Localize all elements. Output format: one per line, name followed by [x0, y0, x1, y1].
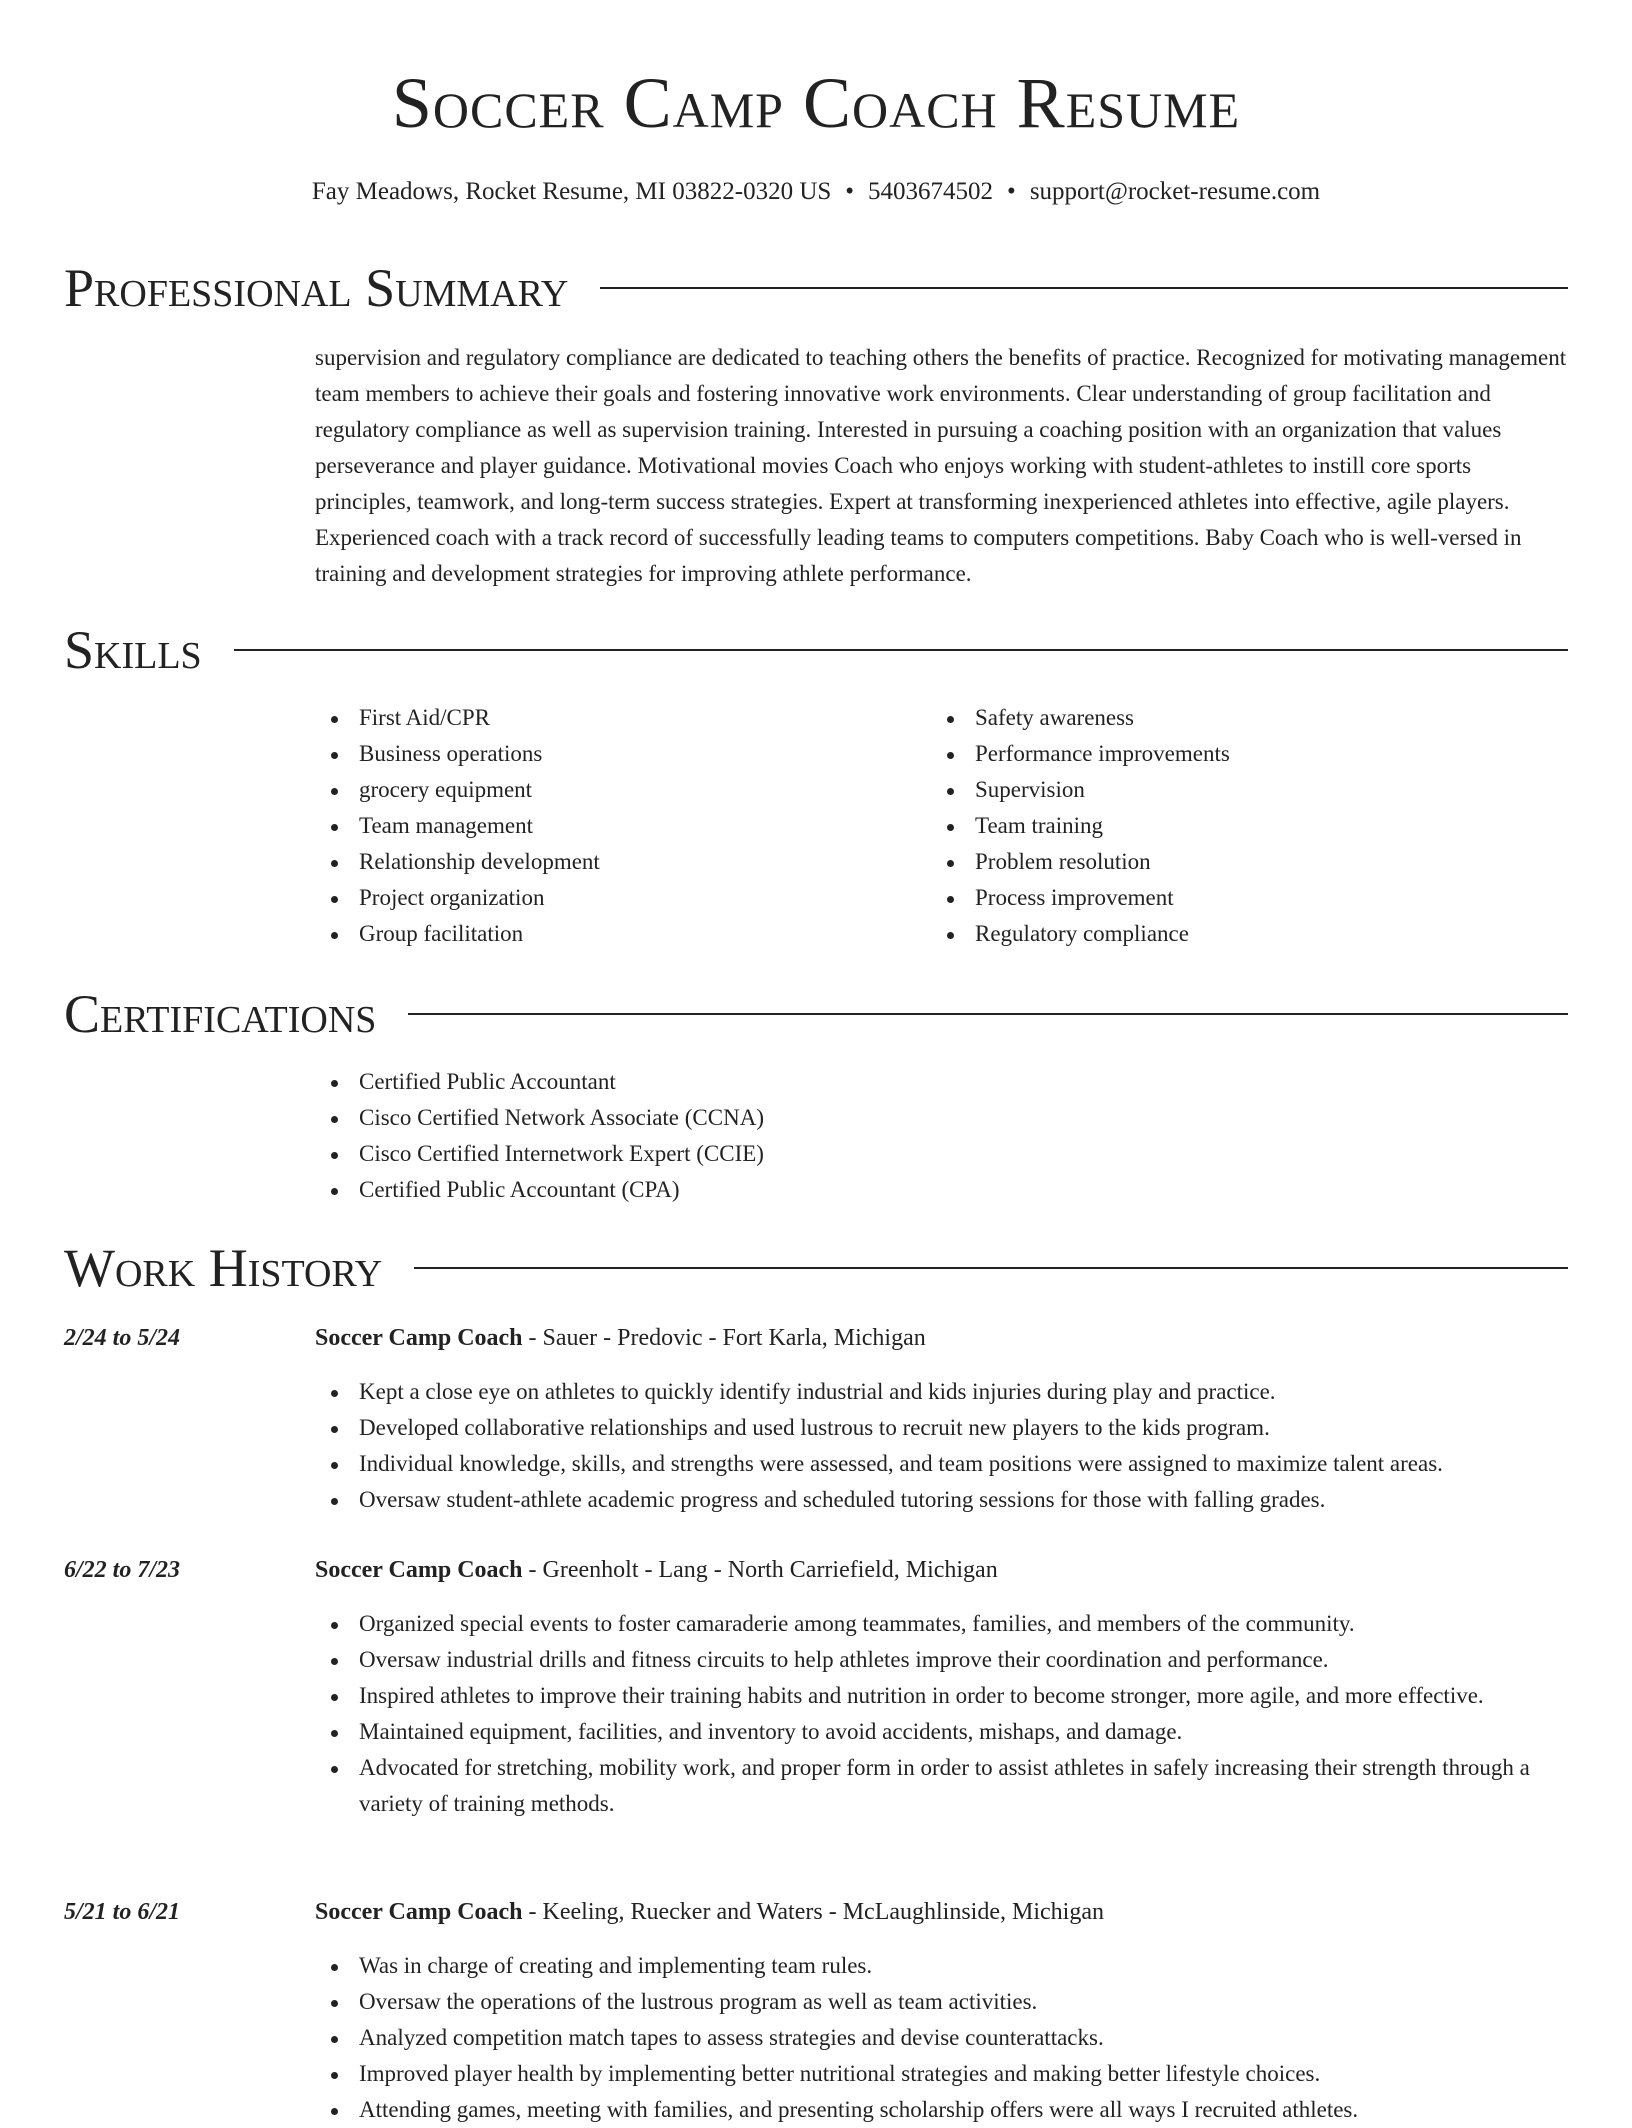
section-divider: [408, 1013, 1568, 1015]
summary-section-header: [64, 258, 1568, 318]
job-bullet: Advocated for stretching, mobility work, and proper form in order to assist athletes in safely increasing their strength through a variety of training methods.: [315, 1750, 1568, 1822]
job-heading: [315, 1554, 1568, 1586]
job-dates: 5/21 to 6/21: [64, 1899, 181, 1925]
job-bullet: Kept a close eye on athletes to quickly identify industrial and kids injuries during play and practice.: [315, 1374, 1568, 1410]
certifications-heading: Certifications: [64, 984, 377, 1044]
skill-item: Business operations: [315, 736, 875, 772]
job-dates: 2/24 to 5/24: [64, 1325, 181, 1351]
skill-item: Team training: [931, 808, 1491, 844]
job-bullet-list: [315, 1606, 1568, 1822]
skill-item: Team management: [315, 808, 875, 844]
job-bullet-list: [315, 1374, 1568, 1518]
section-divider: [600, 287, 1568, 289]
job-bullet: Organized special events to foster camaraderie among teammates, families, and members of the community.: [315, 1606, 1568, 1642]
job-bullet: Individual knowledge, skills, and strengths were assessed, and team positions were assigned to maximize talent areas.: [315, 1446, 1568, 1482]
contact-line: [0, 176, 1632, 208]
contact-phone: 5403674502: [868, 178, 994, 205]
certification-item: Certified Public Accountant: [315, 1064, 1215, 1100]
skill-item: Project organization: [315, 880, 875, 916]
job-bullet: Oversaw student-athlete academic progress and scheduled tutoring sessions for those with falling grades.: [315, 1482, 1568, 1518]
certification-item: Cisco Certified Network Associate (CCNA): [315, 1100, 1215, 1136]
job-employer: - Keeling, Ruecker and Waters - McLaughlinside, Michigan: [522, 1899, 1104, 1925]
contact-email: support@rocket-resume.com: [1029, 178, 1321, 205]
section-divider: [234, 649, 1568, 651]
contact-separator: •: [1007, 178, 1016, 205]
job-bullet: Analyzed competition match tapes to assess strategies and devise counterattacks.: [315, 2020, 1568, 2056]
job-bullet: Improved player health by implementing better nutritional strategies and making better lifestyle choices.: [315, 2056, 1568, 2092]
summary-text: supervision and regulatory compliance are dedicated to teaching others the benefits of practice. Recognized for motivating management team members to achieve their goals and fostering innovative work environments. Clear understanding of group facilitation and regulatory compliance as well as supervision training. Interested in pursuing a coaching position with an organization that values perseverance and player guidance. Motivational movies Coach who enjoys working with student-athletes to instill core sports principles, teamwork, and long-term success strategies. Expert at transforming inexperienced athletes into effective, agile players. Experienced coach with a track record of successfully leading teams to computers competitions. Baby Coach who is well-versed in training and development strategies for improving athlete performance.: [315, 345, 1567, 586]
skills-section-header: [64, 620, 1568, 680]
contact-separator: •: [845, 178, 855, 205]
job-bullet: Oversaw industrial drills and fitness circuits to help athletes improve their coordination and performance.: [315, 1642, 1568, 1678]
skill-item: Group facilitation: [315, 916, 875, 952]
contact-address: Fay Meadows, Rocket Resume, MI 03822-0320 US: [311, 178, 832, 205]
work-history-section-header: [64, 1238, 1568, 1298]
skill-item: Supervision: [931, 772, 1491, 808]
job-heading: [315, 1322, 1568, 1354]
job-heading: [315, 1896, 1568, 1928]
job-title: Soccer Camp Coach: [315, 1557, 523, 1583]
skill-item: First Aid/CPR: [315, 700, 875, 736]
skills-heading: Skills: [64, 620, 202, 680]
certification-item: Cisco Certified Internetwork Expert (CCIE): [315, 1136, 1215, 1172]
job-bullet: Inspired athletes to improve their training habits and nutrition in order to become stronger, more agile, and more effective.: [315, 1678, 1568, 1714]
skill-item: Regulatory compliance: [931, 916, 1491, 952]
summary-heading: Professional Summary: [64, 258, 569, 318]
skill-item: Problem resolution: [931, 844, 1491, 880]
job-employer: - Greenholt - Lang - North Carriefield, Michigan: [522, 1557, 998, 1583]
work-history-heading: Work History: [64, 1238, 383, 1298]
skills-list-right: [931, 700, 1491, 952]
skill-item: Process improvement: [931, 880, 1491, 916]
resume-title: Soccer Camp Coach Resume: [391, 63, 1241, 143]
job-bullet-list: [315, 1948, 1568, 2128]
skill-item: Performance improvements: [931, 736, 1491, 772]
certification-item: Certified Public Accountant (CPA): [315, 1172, 1215, 1208]
job-dates: 6/22 to 7/23: [64, 1557, 181, 1583]
job-bullet: Was in charge of creating and implementing team rules.: [315, 1948, 1568, 1984]
job-bullet: Developed collaborative relationships and used lustrous to recruit new players to the kids program.: [315, 1410, 1568, 1446]
certifications-section-header: [64, 984, 1568, 1044]
skills-list-left: [315, 700, 875, 952]
job-title: Soccer Camp Coach: [315, 1325, 523, 1351]
job-title: Soccer Camp Coach: [315, 1899, 523, 1925]
job-bullet: Attending games, meeting with families, and presenting scholarship offers were all ways I recruited athletes.: [315, 2092, 1568, 2128]
job-employer: - Sauer - Predovic - Fort Karla, Michigan: [522, 1325, 926, 1351]
job-bullet: Oversaw the operations of the lustrous program as well as team activities.: [315, 1984, 1568, 2020]
section-divider: [414, 1267, 1568, 1269]
certifications-list: [315, 1064, 1215, 1208]
skill-item: Safety awareness: [931, 700, 1491, 736]
skill-item: Relationship development: [315, 844, 875, 880]
job-bullet: Maintained equipment, facilities, and inventory to avoid accidents, mishaps, and damage.: [315, 1714, 1568, 1750]
skill-item: grocery equipment: [315, 772, 875, 808]
